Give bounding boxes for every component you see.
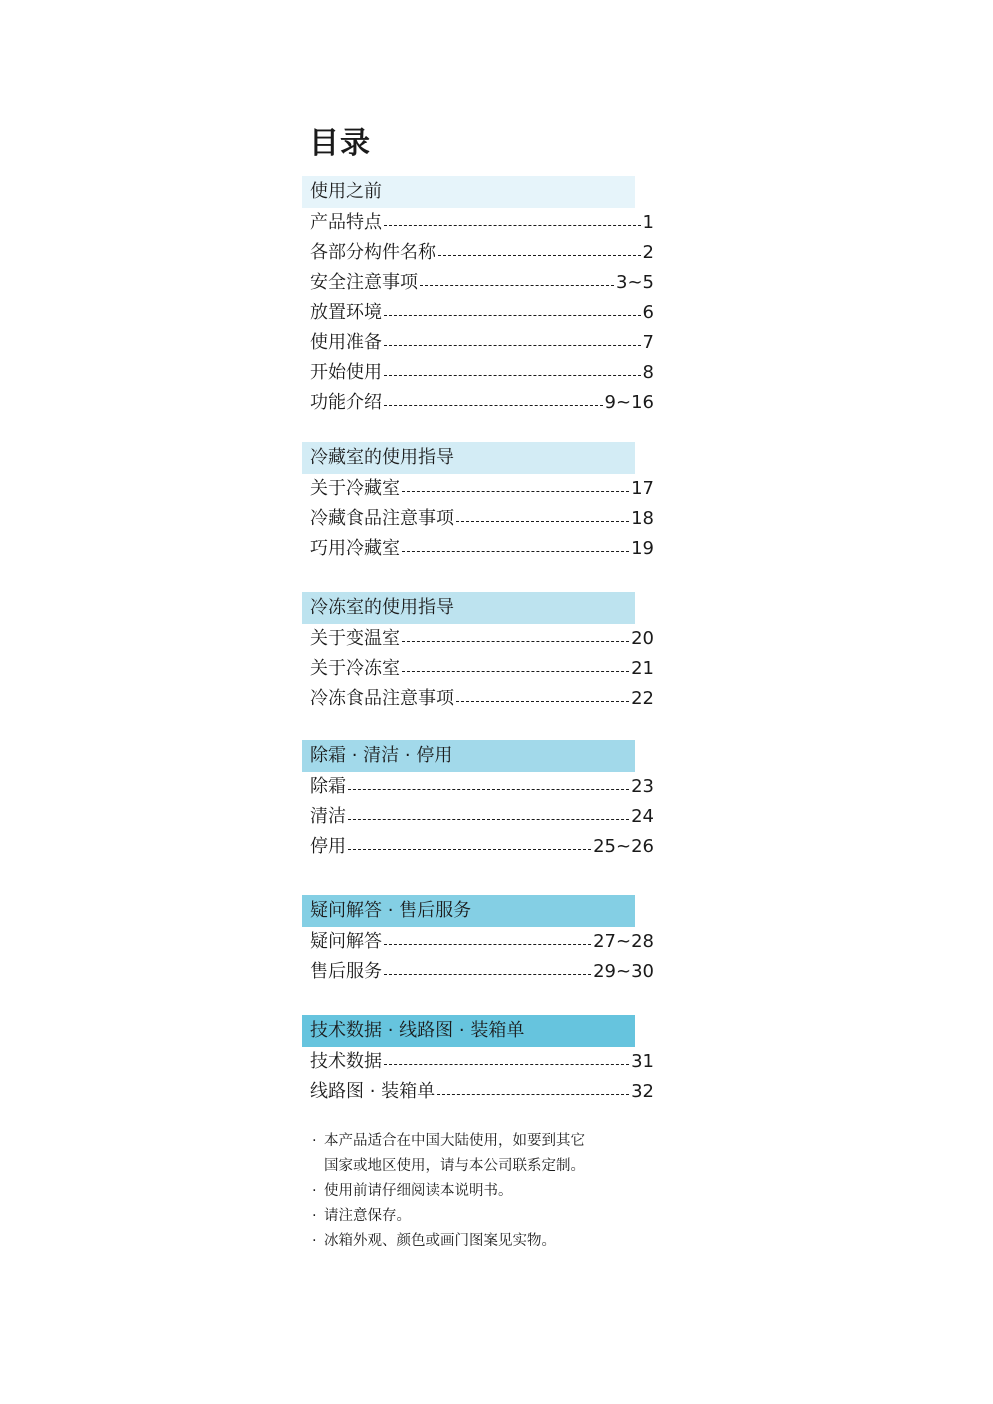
toc-entry-label: 使用准备 <box>310 332 382 353</box>
dotted-leader <box>384 315 641 316</box>
toc-entry-label: 除霜 <box>310 776 346 797</box>
toc-entry-label: 清洁 <box>310 806 346 827</box>
dotted-leader <box>437 1094 629 1095</box>
dotted-leader <box>402 671 629 672</box>
toc-entry-label: 线路图 · 装箱单 <box>310 1081 436 1102</box>
toc-entry[interactable] <box>302 1077 654 1107</box>
toc-entry-page: 1 <box>642 212 654 233</box>
toc-entry[interactable] <box>302 298 654 328</box>
toc-entry-label: 冷冻食品注意事项 <box>310 688 454 709</box>
toc-entry-label: 关于冷冻室 <box>310 658 400 679</box>
dotted-leader <box>348 789 629 790</box>
toc-entry[interactable] <box>302 328 654 358</box>
note-line <box>312 1204 585 1229</box>
dotted-leader <box>384 225 641 226</box>
dotted-leader <box>348 819 629 820</box>
dotted-leader <box>384 944 591 945</box>
toc-entry[interactable] <box>302 474 654 504</box>
toc-entry-page: 7 <box>642 332 654 353</box>
toc-entry-label: 产品特点 <box>310 212 382 233</box>
note-line <box>312 1179 585 1204</box>
dotted-leader <box>402 491 629 492</box>
toc-entry-label: 放置环境 <box>310 302 382 323</box>
section-header: 冷藏室的使用指导 <box>302 442 635 474</box>
section-header: 使用之前 <box>302 176 635 208</box>
dotted-leader <box>402 551 629 552</box>
toc-entry-label: 关于冷藏室 <box>310 478 400 499</box>
toc-entry-label: 停用 <box>310 836 346 857</box>
note-text: 本产品适合在中国大陆使用，如要到其它 <box>324 1133 585 1149</box>
toc-entry-page: 22 <box>631 688 654 709</box>
dotted-leader <box>438 255 641 256</box>
toc-entry-page: 24 <box>631 806 654 827</box>
note-line <box>312 1154 585 1179</box>
toc-section <box>302 442 654 564</box>
toc-entry[interactable] <box>302 772 654 802</box>
section-header: 除霜 · 清洁 · 停用 <box>302 740 635 772</box>
toc-entry-label: 关于变温室 <box>310 628 400 649</box>
toc-entry-page: 18 <box>631 508 654 529</box>
toc-entry-page: 32 <box>631 1081 654 1102</box>
toc-entry-label: 技术数据 <box>310 1051 382 1072</box>
toc-entry-label: 疑问解答 <box>310 931 382 952</box>
toc-section <box>302 176 654 418</box>
dotted-leader <box>384 375 641 376</box>
toc-entry[interactable] <box>302 268 654 298</box>
dotted-leader <box>384 1064 629 1065</box>
section-header: 冷冻室的使用指导 <box>302 592 635 624</box>
toc-entry-page: 31 <box>631 1051 654 1072</box>
section-header: 疑问解答 · 售后服务 <box>302 895 635 927</box>
dotted-leader <box>384 405 603 406</box>
section-header: 技术数据 · 线路图 · 装箱单 <box>302 1015 635 1047</box>
toc-entry[interactable] <box>302 684 654 714</box>
note-text: 国家或地区使用，请与本公司联系定制。 <box>324 1158 585 1174</box>
dotted-leader <box>384 974 591 975</box>
toc-entry[interactable] <box>302 654 654 684</box>
toc-entry[interactable] <box>302 957 654 987</box>
bullet: · <box>312 1133 317 1149</box>
dotted-leader <box>384 345 641 346</box>
toc-entry-page: 6 <box>642 302 654 323</box>
toc-entry-page: 8 <box>642 362 654 383</box>
toc-entry[interactable] <box>302 534 654 564</box>
toc-entry-label: 各部分构件名称 <box>310 242 436 263</box>
toc-section <box>302 592 654 714</box>
toc-entry[interactable] <box>302 238 654 268</box>
toc-entry[interactable] <box>302 388 654 418</box>
dotted-leader <box>402 641 629 642</box>
toc-entry-page: 9~16 <box>604 392 654 413</box>
toc-entry[interactable] <box>302 208 654 238</box>
toc-entry-label: 售后服务 <box>310 961 382 982</box>
toc-entry[interactable] <box>302 358 654 388</box>
toc-entry[interactable] <box>302 504 654 534</box>
toc-section <box>302 895 654 987</box>
note-line <box>312 1229 585 1254</box>
bullet: · <box>312 1208 317 1224</box>
toc-section <box>302 1015 654 1107</box>
bullet: · <box>312 1183 317 1199</box>
toc-entry-page: 20 <box>631 628 654 649</box>
dotted-leader <box>420 285 614 286</box>
toc-entry-page: 2 <box>642 242 654 263</box>
note-text: 使用前请仔细阅读本说明书。 <box>324 1183 513 1199</box>
toc-entry-page: 3~5 <box>616 272 654 293</box>
toc-entry-label: 冷藏食品注意事项 <box>310 508 454 529</box>
toc-entry-page: 21 <box>631 658 654 679</box>
toc-entry[interactable] <box>302 624 654 654</box>
toc-entry-page: 23 <box>631 776 654 797</box>
note-text: 请注意保存。 <box>324 1208 411 1224</box>
toc-entry-label: 安全注意事项 <box>310 272 418 293</box>
dotted-leader <box>456 701 629 702</box>
dotted-leader <box>348 849 591 850</box>
toc-entry-page: 29~30 <box>593 961 654 982</box>
toc-entry-page: 19 <box>631 538 654 559</box>
toc-entry[interactable] <box>302 802 654 832</box>
toc-entry[interactable] <box>302 927 654 957</box>
toc-entry-page: 17 <box>631 478 654 499</box>
toc-entry-page: 25~26 <box>593 836 654 857</box>
toc-entry[interactable] <box>302 832 654 862</box>
toc-entry-label: 开始使用 <box>310 362 382 383</box>
toc-entry-label: 巧用冷藏室 <box>310 538 400 559</box>
toc-section <box>302 740 654 862</box>
page-title: 目录 <box>309 126 371 161</box>
notes-list <box>312 1129 585 1254</box>
bullet: · <box>312 1233 317 1249</box>
toc-entry-label: 功能介绍 <box>310 392 382 413</box>
toc-entry[interactable] <box>302 1047 654 1077</box>
note-text: 冰箱外观、颜色或画门图案见实物。 <box>324 1233 556 1249</box>
toc-entry-page: 27~28 <box>593 931 654 952</box>
dotted-leader <box>456 521 629 522</box>
note-line <box>312 1129 585 1154</box>
